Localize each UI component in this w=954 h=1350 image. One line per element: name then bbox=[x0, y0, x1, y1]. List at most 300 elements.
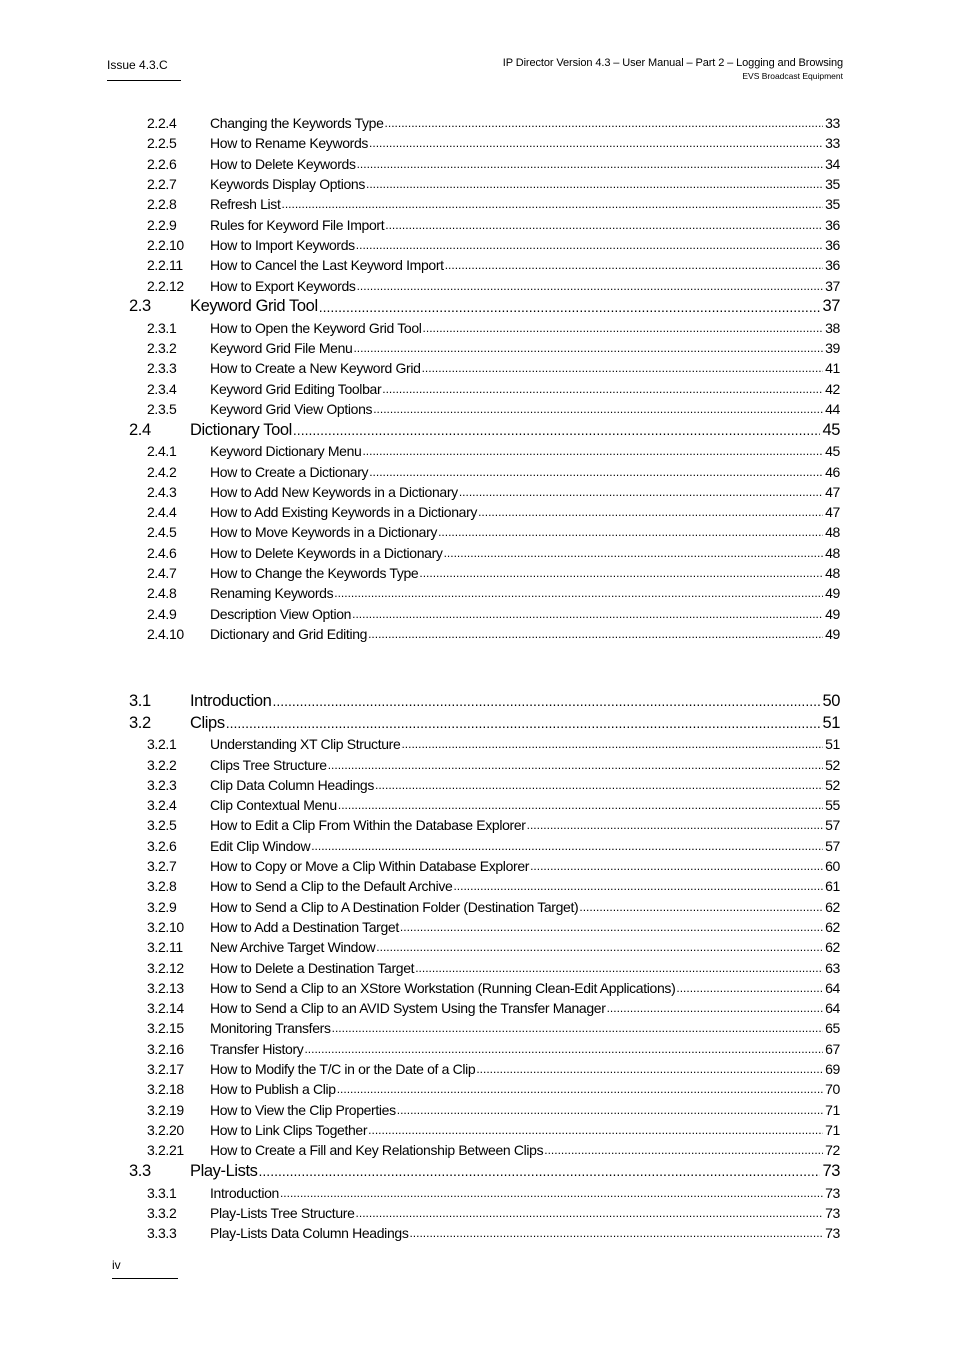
toc-entry-body bbox=[190, 690, 840, 712]
toc-entry-number: 3.2.8 bbox=[147, 878, 177, 895]
toc-page-number: 57 bbox=[825, 817, 840, 834]
toc-entry-title: Dictionary and Grid Editing bbox=[210, 625, 368, 642]
toc-subsection-entry[interactable] bbox=[0, 133, 954, 153]
toc-subsection-entry[interactable] bbox=[0, 194, 954, 214]
toc-entry-title: Clip Data Column Headings bbox=[210, 776, 375, 793]
toc-entry-number: 2.4.9 bbox=[147, 605, 177, 622]
toc-entry-body bbox=[210, 563, 840, 583]
toc-dot-leader bbox=[530, 859, 823, 873]
toc-entry-body bbox=[210, 338, 840, 358]
toc-subsection-entry[interactable] bbox=[0, 795, 954, 815]
toc-entry-title: Introduction bbox=[210, 1184, 279, 1201]
toc-entry-number: 3.3.2 bbox=[147, 1204, 177, 1221]
toc-entry-title: Keyword Grid Editing Toolbar bbox=[210, 380, 382, 397]
toc-subsection-entry[interactable] bbox=[0, 775, 954, 795]
toc-dot-leader bbox=[373, 402, 823, 416]
toc-section-entry[interactable] bbox=[0, 419, 954, 441]
toc-entry-title: How to Publish a Clip bbox=[210, 1081, 336, 1098]
toc-page-number: 47 bbox=[825, 504, 840, 521]
toc-entry-title: Clip Contextual Menu bbox=[210, 797, 337, 814]
toc-entry-body bbox=[210, 194, 840, 214]
toc-dot-leader bbox=[422, 361, 824, 375]
toc-subsection-entry[interactable] bbox=[0, 1039, 954, 1059]
toc-subsection-entry[interactable] bbox=[0, 563, 954, 583]
toc-entry-body bbox=[210, 1182, 840, 1202]
toc-entry-number: 3.2 bbox=[129, 713, 151, 732]
toc-entry-number: 2.2.4 bbox=[147, 115, 177, 132]
toc-entry-number: 3.3 bbox=[129, 1161, 151, 1180]
toc-subsection-entry[interactable] bbox=[0, 214, 954, 234]
toc-subsection-entry[interactable] bbox=[0, 235, 954, 255]
toc-section-entry[interactable] bbox=[0, 296, 954, 318]
toc-entry-title: Description View Option bbox=[210, 605, 352, 622]
toc-subsection-entry[interactable] bbox=[0, 399, 954, 419]
toc-entry-body bbox=[210, 1059, 840, 1079]
toc-dot-leader bbox=[356, 238, 823, 252]
toc-entry-title: How to View the Clip Properties bbox=[210, 1101, 396, 1118]
toc-dot-leader bbox=[368, 1123, 823, 1137]
toc-entry-title: Play-Lists bbox=[190, 1161, 258, 1180]
toc-entry-body bbox=[210, 775, 840, 795]
toc-entry-number: 2.2.9 bbox=[147, 216, 177, 233]
toc-page-number: 55 bbox=[825, 797, 840, 814]
toc-dot-leader bbox=[438, 525, 823, 539]
toc-entry-number: 2.4.6 bbox=[147, 544, 177, 561]
toc-subsection-entry[interactable] bbox=[0, 522, 954, 542]
toc-dot-leader bbox=[527, 818, 824, 832]
toc-page-number: 64 bbox=[825, 1000, 840, 1017]
toc-subsection-entry[interactable] bbox=[0, 441, 954, 461]
toc-dot-leader bbox=[476, 1062, 823, 1076]
toc-entry-number: 2.4.8 bbox=[147, 585, 177, 602]
toc-entry-title: Rules for Keyword File Import bbox=[210, 216, 385, 233]
toc-page-number: 35 bbox=[825, 176, 840, 193]
toc-entry-number: 3.2.19 bbox=[147, 1101, 184, 1118]
toc-subsection-entry[interactable] bbox=[0, 338, 954, 358]
toc-entry-body bbox=[210, 1120, 840, 1140]
toc-entry-number: 2.2.7 bbox=[147, 176, 177, 193]
toc-subsection-entry[interactable] bbox=[0, 624, 954, 644]
toc-entry-body bbox=[210, 358, 840, 378]
toc-entry-body bbox=[210, 583, 840, 603]
toc-entry-number: 3.2.12 bbox=[147, 959, 184, 976]
toc-dot-leader bbox=[356, 1206, 824, 1220]
toc-subsection-entry[interactable] bbox=[0, 113, 954, 133]
toc-entry-body bbox=[210, 255, 840, 275]
toc-dot-leader bbox=[444, 546, 824, 560]
toc-page-number: 42 bbox=[825, 380, 840, 397]
toc-entry-title: How to Export Keywords bbox=[210, 277, 356, 294]
chapter-gap bbox=[0, 644, 954, 690]
toc-page-number: 33 bbox=[825, 135, 840, 152]
toc-entry-body bbox=[210, 113, 840, 133]
toc-entry-number: 2.3 bbox=[129, 297, 151, 316]
toc-entry-number: 2.4.1 bbox=[147, 443, 177, 460]
toc-entry-number: 3.2.17 bbox=[147, 1061, 184, 1078]
toc-entry-title: Edit Clip Window bbox=[210, 837, 311, 854]
document-issue: Issue 4.3.C bbox=[107, 58, 181, 81]
toc-entry-body bbox=[190, 296, 840, 318]
toc-entry-title: Monitoring Transfers bbox=[210, 1020, 331, 1037]
toc-dot-leader bbox=[366, 177, 823, 191]
toc-entry-title: Keyword Dictionary Menu bbox=[210, 443, 362, 460]
toc-subsection-entry[interactable] bbox=[0, 1182, 954, 1202]
toc-dot-leader bbox=[385, 218, 823, 232]
toc-subsection-entry[interactable] bbox=[0, 998, 954, 1018]
toc-entry-number: 2.4 bbox=[129, 420, 151, 439]
toc-dot-leader bbox=[226, 715, 821, 731]
toc-entry-title: How to Modify the T/C in or the Date of a Clip bbox=[210, 1061, 476, 1078]
toc-entry-number: 3.2.9 bbox=[147, 898, 177, 915]
toc-entry-body bbox=[210, 754, 840, 774]
toc-entry-title: Keyword Grid Tool bbox=[190, 297, 318, 316]
toc-entry-title: Refresh List bbox=[210, 196, 281, 213]
toc-page-number: 35 bbox=[825, 196, 840, 213]
toc-entry-body bbox=[210, 379, 840, 399]
toc-dot-leader bbox=[397, 1103, 823, 1117]
toc-subsection-entry[interactable] bbox=[0, 604, 954, 624]
toc-page-number: 36 bbox=[825, 236, 840, 253]
toc-entry-body bbox=[210, 461, 840, 481]
toc-dot-leader bbox=[369, 136, 823, 150]
toc-page-number: 39 bbox=[825, 340, 840, 357]
toc-entry-title: Keywords Display Options bbox=[210, 176, 365, 193]
toc-entry-body bbox=[190, 419, 840, 441]
toc-entry-body bbox=[210, 522, 840, 542]
toc-entry-title: How to Copy or Move a Clip Within Database Explorer bbox=[210, 858, 530, 875]
toc-dot-leader bbox=[357, 279, 824, 293]
toc-dot-leader bbox=[280, 1186, 823, 1200]
toc-entry-number: 3.2.1 bbox=[147, 736, 177, 753]
toc-dot-leader bbox=[401, 737, 823, 751]
toc-subsection-entry[interactable] bbox=[0, 937, 954, 957]
toc-entry-body bbox=[210, 624, 840, 644]
toc-entry-title: How to Delete Keywords bbox=[210, 155, 356, 172]
toc-entry-title: How to Rename Keywords bbox=[210, 135, 369, 152]
toc-entry-body bbox=[210, 1203, 840, 1223]
toc-page-number: 62 bbox=[825, 939, 840, 956]
toc-entry-body bbox=[210, 734, 840, 754]
toc-entry-body bbox=[210, 897, 840, 917]
toc-subsection-entry[interactable] bbox=[0, 154, 954, 174]
toc-entry-number: 3.2.13 bbox=[147, 979, 184, 996]
toc-dot-leader bbox=[259, 1163, 821, 1179]
toc-subsection-entry[interactable] bbox=[0, 379, 954, 399]
toc-dot-leader bbox=[376, 940, 823, 954]
toc-dot-leader bbox=[459, 485, 823, 499]
toc-page-number: 52 bbox=[825, 776, 840, 793]
toc-entry-body bbox=[210, 998, 840, 1018]
toc-entry-title: Renaming Keywords bbox=[210, 585, 334, 602]
toc-dot-leader bbox=[375, 778, 823, 792]
toc-entry-title: How to Send a Clip to an XStore Workstation (Running Clean-Edit Applications) bbox=[210, 979, 676, 996]
toc-page-number: 48 bbox=[825, 524, 840, 541]
toc-entry-title: How to Send a Clip to an AVID System Using the Transfer Manager bbox=[210, 1000, 606, 1017]
toc-entry-number: 2.2.11 bbox=[147, 257, 183, 274]
toc-subsection-entry[interactable] bbox=[0, 1059, 954, 1079]
toc-entry-body bbox=[210, 399, 840, 419]
toc-page-number: 62 bbox=[825, 918, 840, 935]
toc-entry-title: Transfer History bbox=[210, 1040, 304, 1057]
toc-page-number: 41 bbox=[825, 360, 840, 377]
toc-entry-title: How to Open the Keyword Grid Tool bbox=[210, 319, 422, 336]
toc-page-number: 37 bbox=[825, 277, 840, 294]
toc-subsection-entry[interactable] bbox=[0, 358, 954, 378]
toc-subsection-entry[interactable] bbox=[0, 897, 954, 917]
toc-entry-title: New Archive Target Window bbox=[210, 939, 376, 956]
toc-entry-number: 3.2.15 bbox=[147, 1020, 184, 1037]
company-name: EVS Broadcast Equipment bbox=[742, 71, 843, 81]
toc-subsection-entry[interactable] bbox=[0, 876, 954, 896]
toc-entry-title: How to Link Clips Together bbox=[210, 1121, 368, 1138]
toc-page-number: 70 bbox=[825, 1081, 840, 1098]
toc-page-number: 33 bbox=[825, 115, 840, 132]
toc-page-number: 49 bbox=[825, 585, 840, 602]
toc-subsection-entry[interactable] bbox=[0, 957, 954, 977]
toc-entry-body bbox=[210, 154, 840, 174]
toc-entry-title: How to Change the Keywords Type bbox=[210, 565, 419, 582]
toc-entry-title: Understanding XT Clip Structure bbox=[210, 736, 401, 753]
table-of-contents bbox=[0, 113, 954, 1243]
toc-entry-title: How to Move Keywords in a Dictionary bbox=[210, 524, 438, 541]
toc-subsection-entry[interactable] bbox=[0, 502, 954, 522]
toc-dot-leader bbox=[385, 116, 824, 130]
page-header bbox=[503, 57, 843, 81]
toc-section-entry[interactable] bbox=[0, 690, 954, 712]
toc-entry-number: 2.2.6 bbox=[147, 155, 177, 172]
toc-entry-title: Play-Lists Data Column Headings bbox=[210, 1225, 409, 1242]
toc-page-number: 71 bbox=[825, 1121, 840, 1138]
toc-entry-number: 2.4.4 bbox=[147, 504, 177, 521]
toc-entry-number: 2.3.2 bbox=[147, 340, 177, 357]
toc-entry-title: How to Create a Dictionary bbox=[210, 463, 369, 480]
toc-entry-number: 3.1 bbox=[129, 691, 151, 710]
toc-section-entry[interactable] bbox=[0, 1160, 954, 1182]
toc-entry-title: Introduction bbox=[190, 691, 272, 710]
toc-entry-body bbox=[210, 876, 840, 896]
toc-subsection-entry[interactable] bbox=[0, 754, 954, 774]
toc-page-number: 61 bbox=[825, 878, 840, 895]
toc-entry-body bbox=[210, 856, 840, 876]
toc-entry-number: 2.4.5 bbox=[147, 524, 177, 541]
toc-subsection-entry[interactable] bbox=[0, 583, 954, 603]
toc-dot-leader bbox=[415, 961, 823, 975]
toc-subsection-entry[interactable] bbox=[0, 856, 954, 876]
toc-page-number: 51 bbox=[825, 736, 840, 753]
toc-dot-leader bbox=[272, 693, 820, 709]
toc-entry-title: How to Add a Destination Target bbox=[210, 918, 399, 935]
toc-entry-number: 2.4.2 bbox=[147, 463, 177, 480]
toc-page-number: 71 bbox=[825, 1101, 840, 1118]
toc-page-number: 60 bbox=[825, 858, 840, 875]
toc-entry-number: 3.2.3 bbox=[147, 776, 177, 793]
toc-entry-body bbox=[210, 1099, 840, 1119]
toc-dot-leader bbox=[357, 157, 824, 171]
toc-entry-number: 3.2.5 bbox=[147, 817, 177, 834]
toc-entry-body bbox=[210, 795, 840, 815]
toc-page-number: 73 bbox=[825, 1204, 840, 1221]
toc-entry-title: Clips bbox=[190, 713, 225, 732]
toc-subsection-entry[interactable] bbox=[0, 836, 954, 856]
toc-entry-number: 3.3.3 bbox=[147, 1225, 177, 1242]
toc-page-number: 73 bbox=[822, 1161, 840, 1180]
toc-subsection-entry[interactable] bbox=[0, 1099, 954, 1119]
toc-dot-leader bbox=[423, 321, 824, 335]
toc-entry-number: 2.2.12 bbox=[147, 277, 184, 294]
toc-entry-body bbox=[210, 441, 840, 461]
toc-dot-leader bbox=[282, 197, 824, 211]
page-number: iv bbox=[112, 1258, 178, 1279]
toc-dot-leader bbox=[579, 900, 823, 914]
toc-entry-body bbox=[210, 917, 840, 937]
toc-entry-number: 3.2.4 bbox=[147, 797, 177, 814]
toc-entry-number: 3.2.10 bbox=[147, 918, 184, 935]
toc-subsection-entry[interactable] bbox=[0, 1223, 954, 1243]
toc-entry-body bbox=[190, 1160, 840, 1182]
toc-dot-leader bbox=[311, 839, 823, 853]
toc-entry-number: 3.2.14 bbox=[147, 1000, 184, 1017]
toc-dot-leader bbox=[478, 505, 823, 519]
toc-page-number: 38 bbox=[825, 319, 840, 336]
toc-entry-number: 2.4.7 bbox=[147, 565, 177, 582]
toc-dot-leader bbox=[304, 1042, 823, 1056]
toc-page-number: 51 bbox=[822, 713, 840, 732]
toc-subsection-entry[interactable] bbox=[0, 1140, 954, 1160]
toc-entry-body bbox=[210, 174, 840, 194]
toc-subsection-entry[interactable] bbox=[0, 1018, 954, 1038]
toc-page-number: 73 bbox=[825, 1184, 840, 1201]
toc-entry-number: 2.2.5 bbox=[147, 135, 177, 152]
toc-page-number: 44 bbox=[825, 401, 840, 417]
toc-entry-number: 3.3.1 bbox=[147, 1184, 177, 1201]
toc-entry-number: 3.2.11 bbox=[147, 939, 183, 956]
toc-subsection-entry[interactable] bbox=[0, 543, 954, 563]
toc-entry-number: 2.4.10 bbox=[147, 625, 184, 642]
toc-entry-body bbox=[210, 482, 840, 502]
document-title: IP Director Version 4.3 – User Manual – Part 2 – Logging and Browsing bbox=[502, 57, 843, 69]
toc-entry-title: How to Send a Clip to A Destination Folder (Destination Target) bbox=[210, 898, 579, 915]
toc-entry-number: 2.3.5 bbox=[147, 401, 177, 417]
toc-page-number: 73 bbox=[825, 1225, 840, 1242]
toc-page-number: 49 bbox=[825, 625, 840, 642]
toc-subsection-entry[interactable] bbox=[0, 978, 954, 998]
toc-entry-body bbox=[210, 1223, 840, 1243]
toc-entry-title: How to Delete Keywords in a Dictionary bbox=[210, 544, 443, 561]
toc-page-number: 45 bbox=[822, 420, 840, 439]
toc-entry-body bbox=[190, 712, 840, 734]
toc-page-number: 62 bbox=[825, 898, 840, 915]
toc-page-number: 47 bbox=[825, 483, 840, 500]
toc-subsection-entry[interactable] bbox=[0, 275, 954, 295]
toc-entry-body bbox=[210, 214, 840, 234]
toc-dot-leader bbox=[607, 1001, 824, 1015]
toc-entry-body bbox=[210, 836, 840, 856]
toc-entry-body bbox=[210, 604, 840, 624]
toc-dot-leader bbox=[400, 920, 823, 934]
toc-entry-title: Clips Tree Structure bbox=[210, 756, 327, 773]
toc-subsection-entry[interactable] bbox=[0, 318, 954, 338]
toc-entry-number: 2.4.3 bbox=[147, 483, 177, 500]
toc-entry-title: How to Delete a Destination Target bbox=[210, 959, 415, 976]
toc-subsection-entry[interactable] bbox=[0, 461, 954, 481]
toc-dot-leader bbox=[453, 879, 823, 893]
toc-entry-body bbox=[210, 318, 840, 338]
toc-entry-number: 2.3.4 bbox=[147, 380, 177, 397]
toc-entry-title: How to Add Existing Keywords in a Dictionary bbox=[210, 504, 478, 521]
toc-subsection-entry[interactable] bbox=[0, 1120, 954, 1140]
toc-entry-number: 3.2.20 bbox=[147, 1121, 184, 1138]
toc-entry-body bbox=[210, 957, 840, 977]
toc-entry-number: 3.2.7 bbox=[147, 858, 177, 875]
toc-entry-title: How to Add New Keywords in a Dictionary bbox=[210, 483, 458, 500]
toc-page-number: 63 bbox=[825, 959, 840, 976]
toc-entry-body bbox=[210, 275, 840, 295]
toc-dot-leader bbox=[338, 798, 823, 812]
toc-page-number: 52 bbox=[825, 756, 840, 773]
toc-entry-number: 2.3.1 bbox=[147, 319, 177, 336]
toc-page-number: 48 bbox=[825, 544, 840, 561]
toc-subsection-entry[interactable] bbox=[0, 1203, 954, 1223]
toc-entry-body bbox=[210, 1140, 840, 1160]
toc-subsection-entry[interactable] bbox=[0, 174, 954, 194]
toc-subsection-entry[interactable] bbox=[0, 255, 954, 275]
toc-group-chapter-2 bbox=[0, 113, 954, 644]
toc-page-number: 69 bbox=[825, 1061, 840, 1078]
toc-dot-leader bbox=[293, 422, 821, 438]
toc-page-number: 57 bbox=[825, 837, 840, 854]
toc-dot-leader bbox=[368, 627, 823, 641]
toc-page-number: 37 bbox=[822, 297, 840, 316]
toc-entry-title: How to Send a Clip to the Default Archive bbox=[210, 878, 453, 895]
toc-subsection-entry[interactable] bbox=[0, 917, 954, 937]
toc-dot-leader bbox=[419, 566, 823, 580]
toc-subsection-entry[interactable] bbox=[0, 482, 954, 502]
toc-section-entry[interactable] bbox=[0, 712, 954, 734]
toc-subsection-entry[interactable] bbox=[0, 1079, 954, 1099]
toc-entry-number: 3.2.21 bbox=[147, 1142, 184, 1159]
toc-entry-number: 3.2.2 bbox=[147, 756, 177, 773]
toc-group-chapter-3 bbox=[0, 690, 954, 1243]
toc-page-number: 36 bbox=[825, 216, 840, 233]
toc-entry-number: 3.2.6 bbox=[147, 837, 177, 854]
toc-entry-body bbox=[210, 1039, 840, 1059]
toc-subsection-entry[interactable] bbox=[0, 815, 954, 835]
toc-entry-number: 3.2.18 bbox=[147, 1081, 184, 1098]
toc-subsection-entry[interactable] bbox=[0, 734, 954, 754]
toc-dot-leader bbox=[382, 382, 823, 396]
toc-dot-leader bbox=[445, 258, 823, 272]
toc-dot-leader bbox=[328, 758, 823, 772]
toc-entry-number: 2.2.8 bbox=[147, 196, 177, 213]
toc-dot-leader bbox=[676, 981, 823, 995]
toc-entry-body bbox=[210, 978, 840, 998]
toc-dot-leader bbox=[544, 1143, 823, 1157]
toc-entry-title: Play-Lists Tree Structure bbox=[210, 1204, 355, 1221]
toc-entry-title: Changing the Keywords Type bbox=[210, 115, 384, 132]
toc-entry-body bbox=[210, 235, 840, 255]
toc-entry-title: Keyword Grid View Options bbox=[210, 401, 373, 417]
toc-page-number: 50 bbox=[822, 691, 840, 710]
toc-entry-title: Dictionary Tool bbox=[190, 420, 292, 439]
toc-entry-body bbox=[210, 502, 840, 522]
toc-dot-leader bbox=[337, 1082, 823, 1096]
toc-page-number: 72 bbox=[825, 1142, 840, 1159]
toc-page-number: 45 bbox=[825, 443, 840, 460]
toc-entry-body bbox=[210, 937, 840, 957]
toc-dot-leader bbox=[319, 299, 821, 315]
toc-entry-number: 2.2.10 bbox=[147, 236, 184, 253]
toc-dot-leader bbox=[369, 465, 823, 479]
